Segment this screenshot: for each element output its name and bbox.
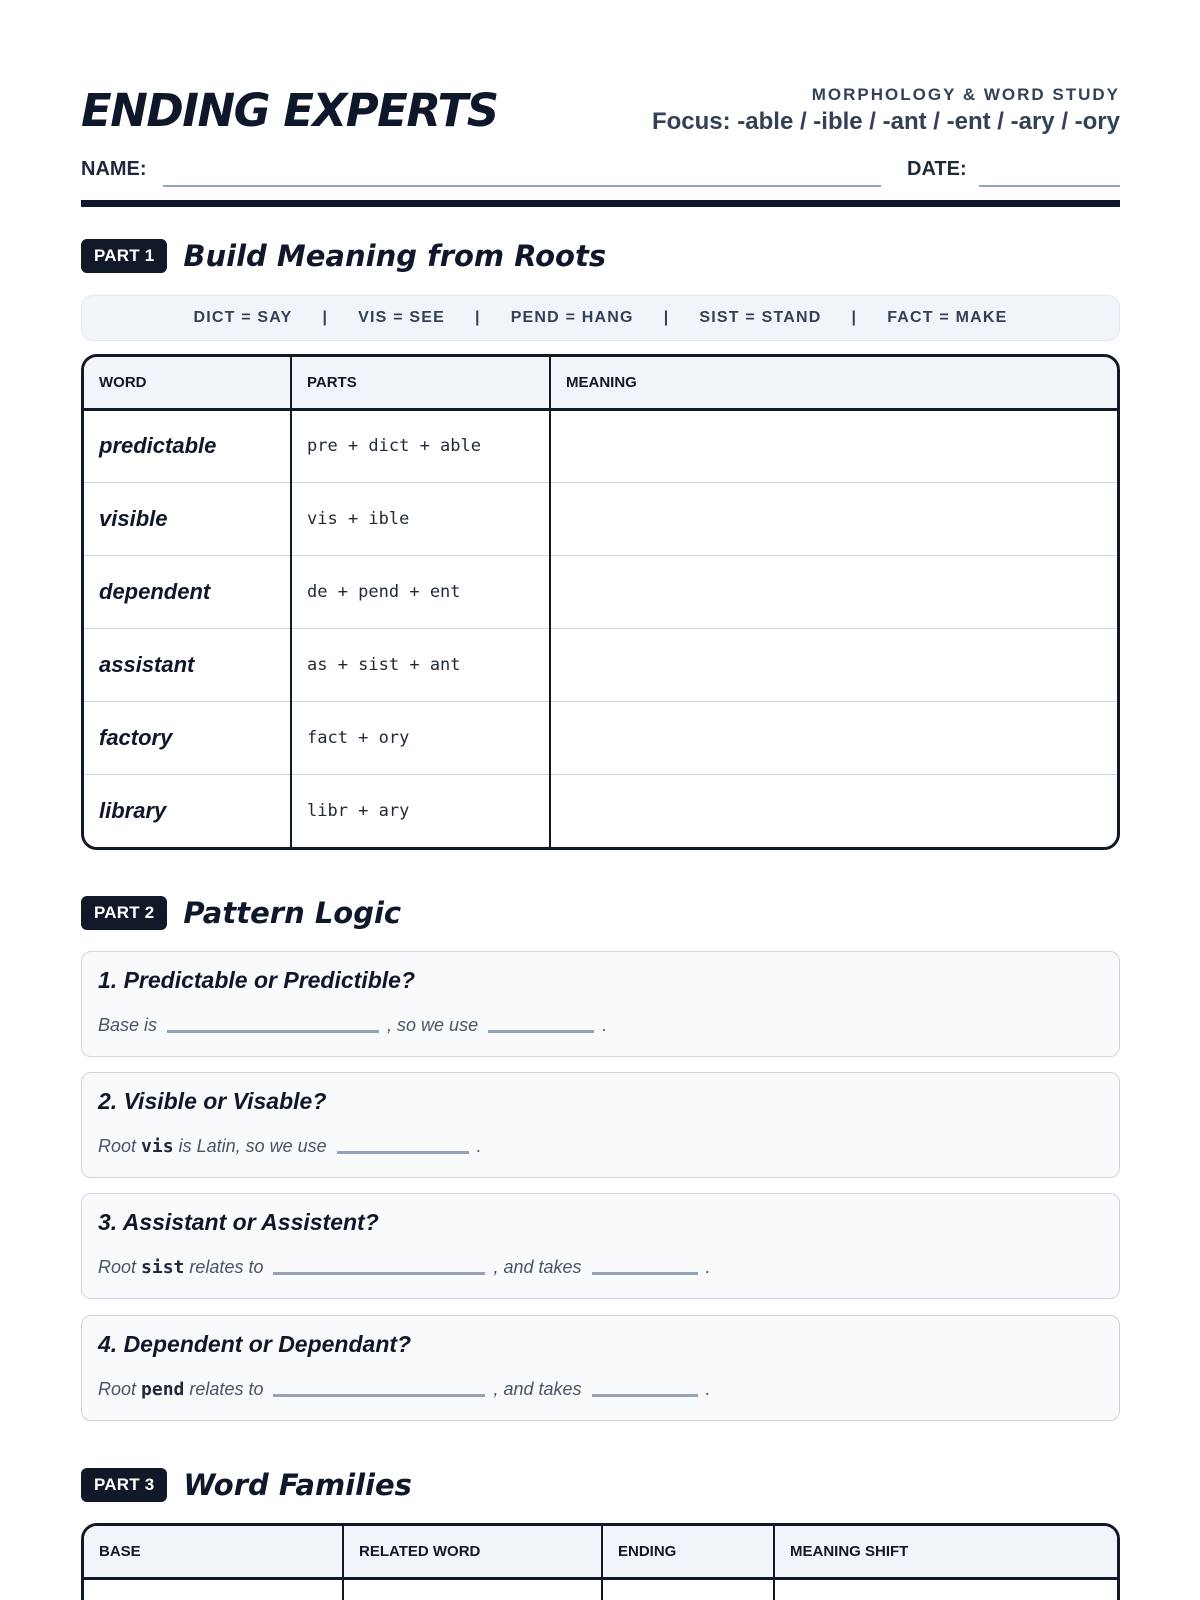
root-code: pend (141, 1379, 185, 1400)
sentence-text: . (476, 1136, 482, 1156)
pattern-question-card (81, 951, 1120, 1057)
worksheet-page (81, 0, 1120, 1560)
root-key-item: DICT = SAY (193, 309, 293, 326)
meaning-answer-cell[interactable] (550, 482, 1117, 555)
column-header-meaning: MEANING (550, 357, 1117, 409)
sentence-text: Root (98, 1257, 137, 1277)
header-divider (81, 200, 1120, 207)
name-field[interactable] (163, 185, 881, 187)
sentence-text: . (602, 1015, 608, 1035)
meaning-answer-cell[interactable] (550, 774, 1117, 847)
worksheet-header (81, 0, 1120, 210)
focus-line: Focus: -able / -ible / -ant / -ent / -ary / -ory (651, 108, 1120, 135)
table-row (84, 1578, 1117, 1600)
answer-cell[interactable] (602, 1578, 774, 1600)
word-families-table (81, 1523, 1120, 1600)
parts-cell: as + sist + ant (291, 628, 550, 701)
answer-blank[interactable] (167, 1030, 379, 1033)
subject-kicker: MORPHOLOGY & WORD STUDY (811, 85, 1120, 104)
word-cell: dependent (84, 555, 291, 628)
name-label: NAME: (81, 158, 147, 180)
parts-cell: de + pend + ent (291, 555, 550, 628)
question-text: 4. Dependent or Dependant? (98, 1331, 412, 1357)
meaning-answer-cell[interactable] (550, 701, 1117, 774)
part3-heading (81, 1468, 412, 1502)
answer-blank[interactable] (592, 1272, 698, 1275)
question-sentence (98, 1379, 711, 1400)
answer-blank[interactable] (337, 1151, 469, 1154)
column-header-parts: PARTS (291, 357, 550, 409)
sentence-text: relates to (189, 1257, 264, 1277)
table-header-row (84, 357, 1117, 409)
word-cell: predictable (84, 409, 291, 482)
part2-badge: PART 2 (81, 896, 167, 930)
answer-blank[interactable] (273, 1272, 485, 1275)
roots-table (81, 354, 1120, 850)
part1-heading (81, 239, 606, 273)
word-cell: visible (84, 482, 291, 555)
answer-blank[interactable] (488, 1030, 594, 1033)
root-separator: | (663, 309, 670, 326)
column-header-base: BASE (84, 1526, 343, 1578)
answer-cell[interactable] (774, 1578, 1117, 1600)
word-cell: library (84, 774, 291, 847)
sentence-text: , so we use (387, 1015, 479, 1035)
root-code: sist (141, 1257, 185, 1278)
meaning-answer-cell[interactable] (550, 628, 1117, 701)
date-label: DATE: (907, 158, 967, 180)
question-text: 1. Predictable or Predictible? (98, 967, 415, 993)
parts-cell: fact + ory (291, 701, 550, 774)
column-header-meaning-shift: MEANING SHIFT (774, 1526, 1117, 1578)
sentence-text: , and takes (493, 1257, 582, 1277)
sentence-text: Root (98, 1136, 137, 1156)
table-row (84, 628, 1117, 701)
pattern-question-card (81, 1193, 1120, 1299)
table-row (84, 774, 1117, 847)
sentence-text: Base is (98, 1015, 158, 1035)
question-text: 2. Visible or Visable? (98, 1088, 327, 1114)
meaning-answer-cell[interactable] (550, 409, 1117, 482)
sentence-text: is Latin, so we use (178, 1136, 327, 1156)
parts-cell: libr + ary (291, 774, 550, 847)
table-row (84, 482, 1117, 555)
parts-cell: vis + ible (291, 482, 550, 555)
sentence-text: Root (98, 1379, 137, 1399)
sentence-text: . (705, 1379, 711, 1399)
part1-title: Build Meaning from Roots (183, 239, 607, 273)
root-separator: | (322, 309, 329, 326)
question-text: 3. Assistant or Assistent? (98, 1209, 379, 1235)
parts-cell: pre + dict + able (291, 409, 550, 482)
pattern-question-card (81, 1072, 1120, 1178)
sentence-text: relates to (189, 1379, 264, 1399)
column-header-word: WORD (84, 357, 291, 409)
part2-title: Pattern Logic (183, 896, 402, 930)
root-key-item: PEND = HANG (510, 309, 634, 326)
root-code: vis (141, 1136, 174, 1157)
root-key-item: FACT = MAKE (887, 309, 1008, 326)
date-field[interactable] (979, 185, 1120, 187)
column-header-ending: ENDING (602, 1526, 774, 1578)
sentence-text: , and takes (493, 1379, 582, 1399)
column-header-related-word: RELATED WORD (343, 1526, 602, 1578)
root-key-item: VIS = SEE (358, 309, 445, 326)
answer-blank[interactable] (592, 1394, 698, 1397)
part3-title: Word Families (183, 1468, 412, 1502)
root-key-bar (81, 295, 1120, 341)
table-row (84, 701, 1117, 774)
question-sentence (98, 1257, 711, 1278)
question-sentence (98, 1015, 607, 1036)
question-sentence (98, 1136, 482, 1157)
word-cell: factory (84, 701, 291, 774)
answer-cell[interactable] (84, 1578, 343, 1600)
word-cell: assistant (84, 628, 291, 701)
sentence-text: . (705, 1257, 711, 1277)
page-title: ENDING EXPERTS (81, 84, 498, 137)
table-header-row (84, 1526, 1117, 1578)
table-row (84, 555, 1117, 628)
root-key-item: SIST = STAND (699, 309, 822, 326)
pattern-question-card (81, 1315, 1120, 1421)
part3-badge: PART 3 (81, 1468, 167, 1502)
part2-heading (81, 896, 401, 930)
meaning-answer-cell[interactable] (550, 555, 1117, 628)
part1-badge: PART 1 (81, 239, 167, 273)
root-separator: | (475, 309, 481, 326)
root-separator: | (851, 309, 858, 326)
table-row (84, 409, 1117, 482)
answer-cell[interactable] (343, 1578, 602, 1600)
answer-blank[interactable] (273, 1394, 485, 1397)
